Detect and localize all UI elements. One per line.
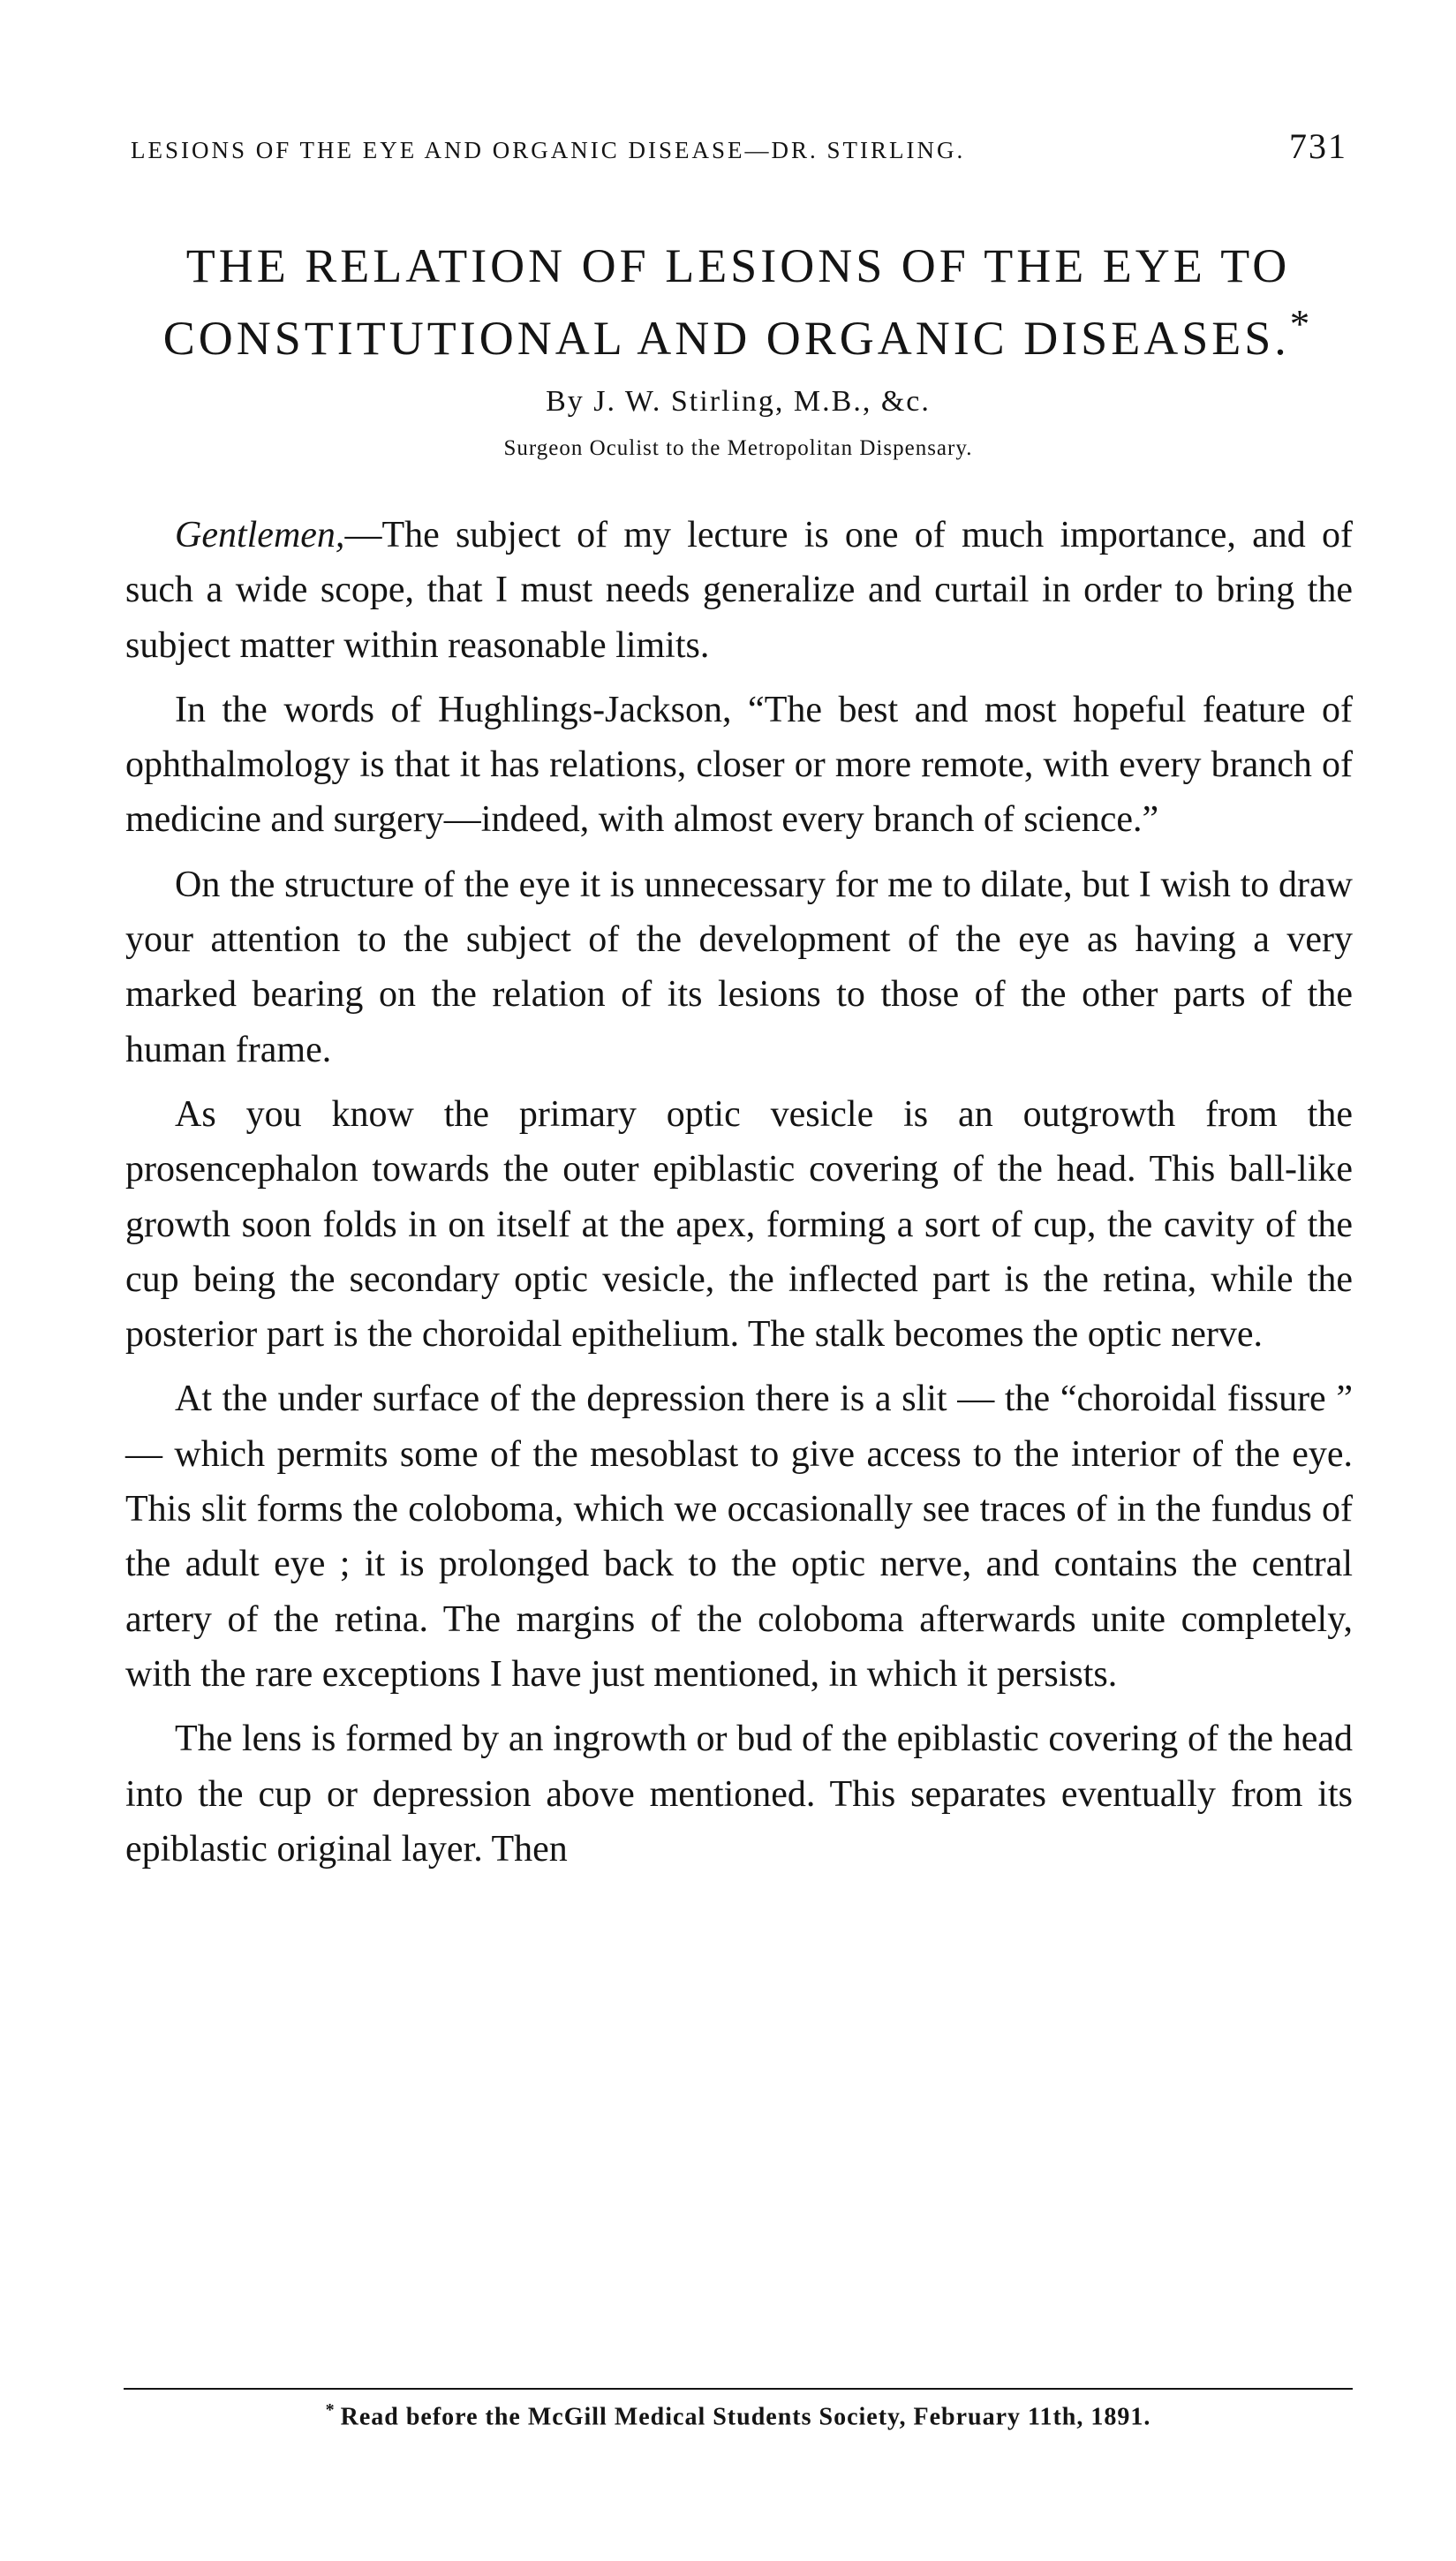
- article-title-line-2-text: CONSTITUTIONAL AND ORGANIC DISEASES.: [162, 312, 1290, 365]
- paragraph-5: At the under surface of the depression there is a slit — the “choroidal fissure ” — which permits some of the mesoblast to give access to the interior of the eye. This slit forms the coloboma, which we occasionally see traces of in the fundus of the adult eye ; it is prolonged back to the optic nerve, and contains the central artery of the retina. The margins of the coloboma afterwards unite completely, with the rare exceptions I have just mentioned, in which it persists.: [125, 1379, 1353, 1695]
- paragraph-2: In the words of Hughlings-Jackson, “The best and most hopeful feature of ophthalmology is that it has relations, closer or more remote, with every branch of medicine and surgery—indeed, with almost every branch of science.”: [125, 689, 1353, 841]
- article-title-line-1: THE RELATION OF LESIONS OF THE EYE TO: [185, 239, 1291, 292]
- journal-page: [124, 0, 1353, 2561]
- paragraph-1-text: —The subject of my lecture is one of much importance, and of such a wide scope, that I must needs generalize and curtail in order to bring the subject matter within reasonable limits.: [125, 515, 1353, 666]
- footnote: [124, 2400, 1353, 2431]
- footnote-divider: [124, 2388, 1353, 2390]
- article-body: [125, 508, 1353, 1886]
- running-head: [131, 125, 1347, 167]
- page-number: 731: [1289, 126, 1347, 166]
- author-affiliation: Surgeon Oculist to the Metropolitan Dispensary.: [503, 436, 973, 460]
- paragraph-6: The lens is formed by an ingrowth or bud of the epiblastic covering of the head into the cup or depression above mentioned. This separates eventually from its epiblastic original layer. Then: [125, 1719, 1353, 1870]
- footnote-reference-mark: *: [1289, 302, 1314, 346]
- author-byline: By J. W. Stirling, M.B., &c.: [546, 385, 931, 418]
- paragraph-4: As you know the primary optic vesicle is an outgrowth from the prosencephalon towards the outer epiblastic covering of the head. This ball-like growth soon folds in on itself at the apex, forming a sort of cup, the cavity of the cup being the secondary optic vesicle, the inflected part is the retina, while the posterior part is the choroidal epithelium. The stalk becomes the optic nerve.: [125, 1093, 1353, 1356]
- paragraph-3: On the structure of the eye it is unnecessary for me to dilate, but I wish to draw your attention to the subject of the development of the eye as having a very marked bearing on the relation of its lesions to those of the other parts of the human frame.: [125, 864, 1353, 1070]
- salutation: Gentlemen,: [175, 515, 345, 555]
- article-title-line-2: [124, 295, 1353, 367]
- footnote-text: Read before the McGill Medical Students Society, February 11th, 1891.: [340, 2403, 1151, 2431]
- article-title: [124, 237, 1353, 367]
- paragraph-1: [125, 508, 1353, 673]
- running-head-title: LESIONS OF THE EYE AND ORGANIC DISEASE—DR. STIRLING.: [131, 137, 966, 163]
- footnote-mark: *: [325, 2400, 336, 2420]
